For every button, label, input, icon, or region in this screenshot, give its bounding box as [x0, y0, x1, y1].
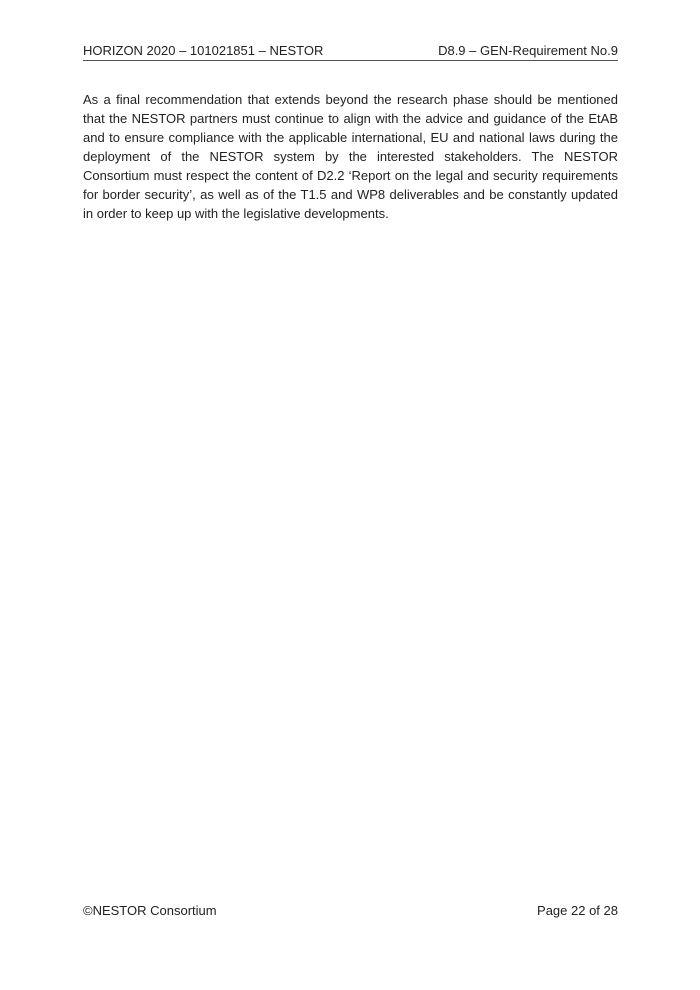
page-header [83, 40, 618, 61]
footer-page-number: Page 22 of 28 [537, 903, 618, 918]
header-project-id: HORIZON 2020 – 101021851 – NESTOR [83, 43, 324, 58]
page-footer [83, 903, 618, 918]
body-paragraph: As a final recommendation that extends beyond the research phase should be mentioned that the NESTOR partners must continue to align with the advice and guidance of the EtAB and to ensure compliance with the applicable international, EU and national laws during the deployment of the NESTOR system by the interested stakeholders. The NESTOR Consortium must respect the content of D2.2 ‘Report on the legal and security requirements for border security’, as well as of the T1.5 and WP8 deliverables and be constantly updated in order to keep up with the legislative developments. [83, 92, 618, 221]
header-deliverable-id: D8.9 – GEN-Requirement No.9 [438, 43, 618, 58]
footer-copyright: ©NESTOR Consortium [83, 903, 217, 918]
